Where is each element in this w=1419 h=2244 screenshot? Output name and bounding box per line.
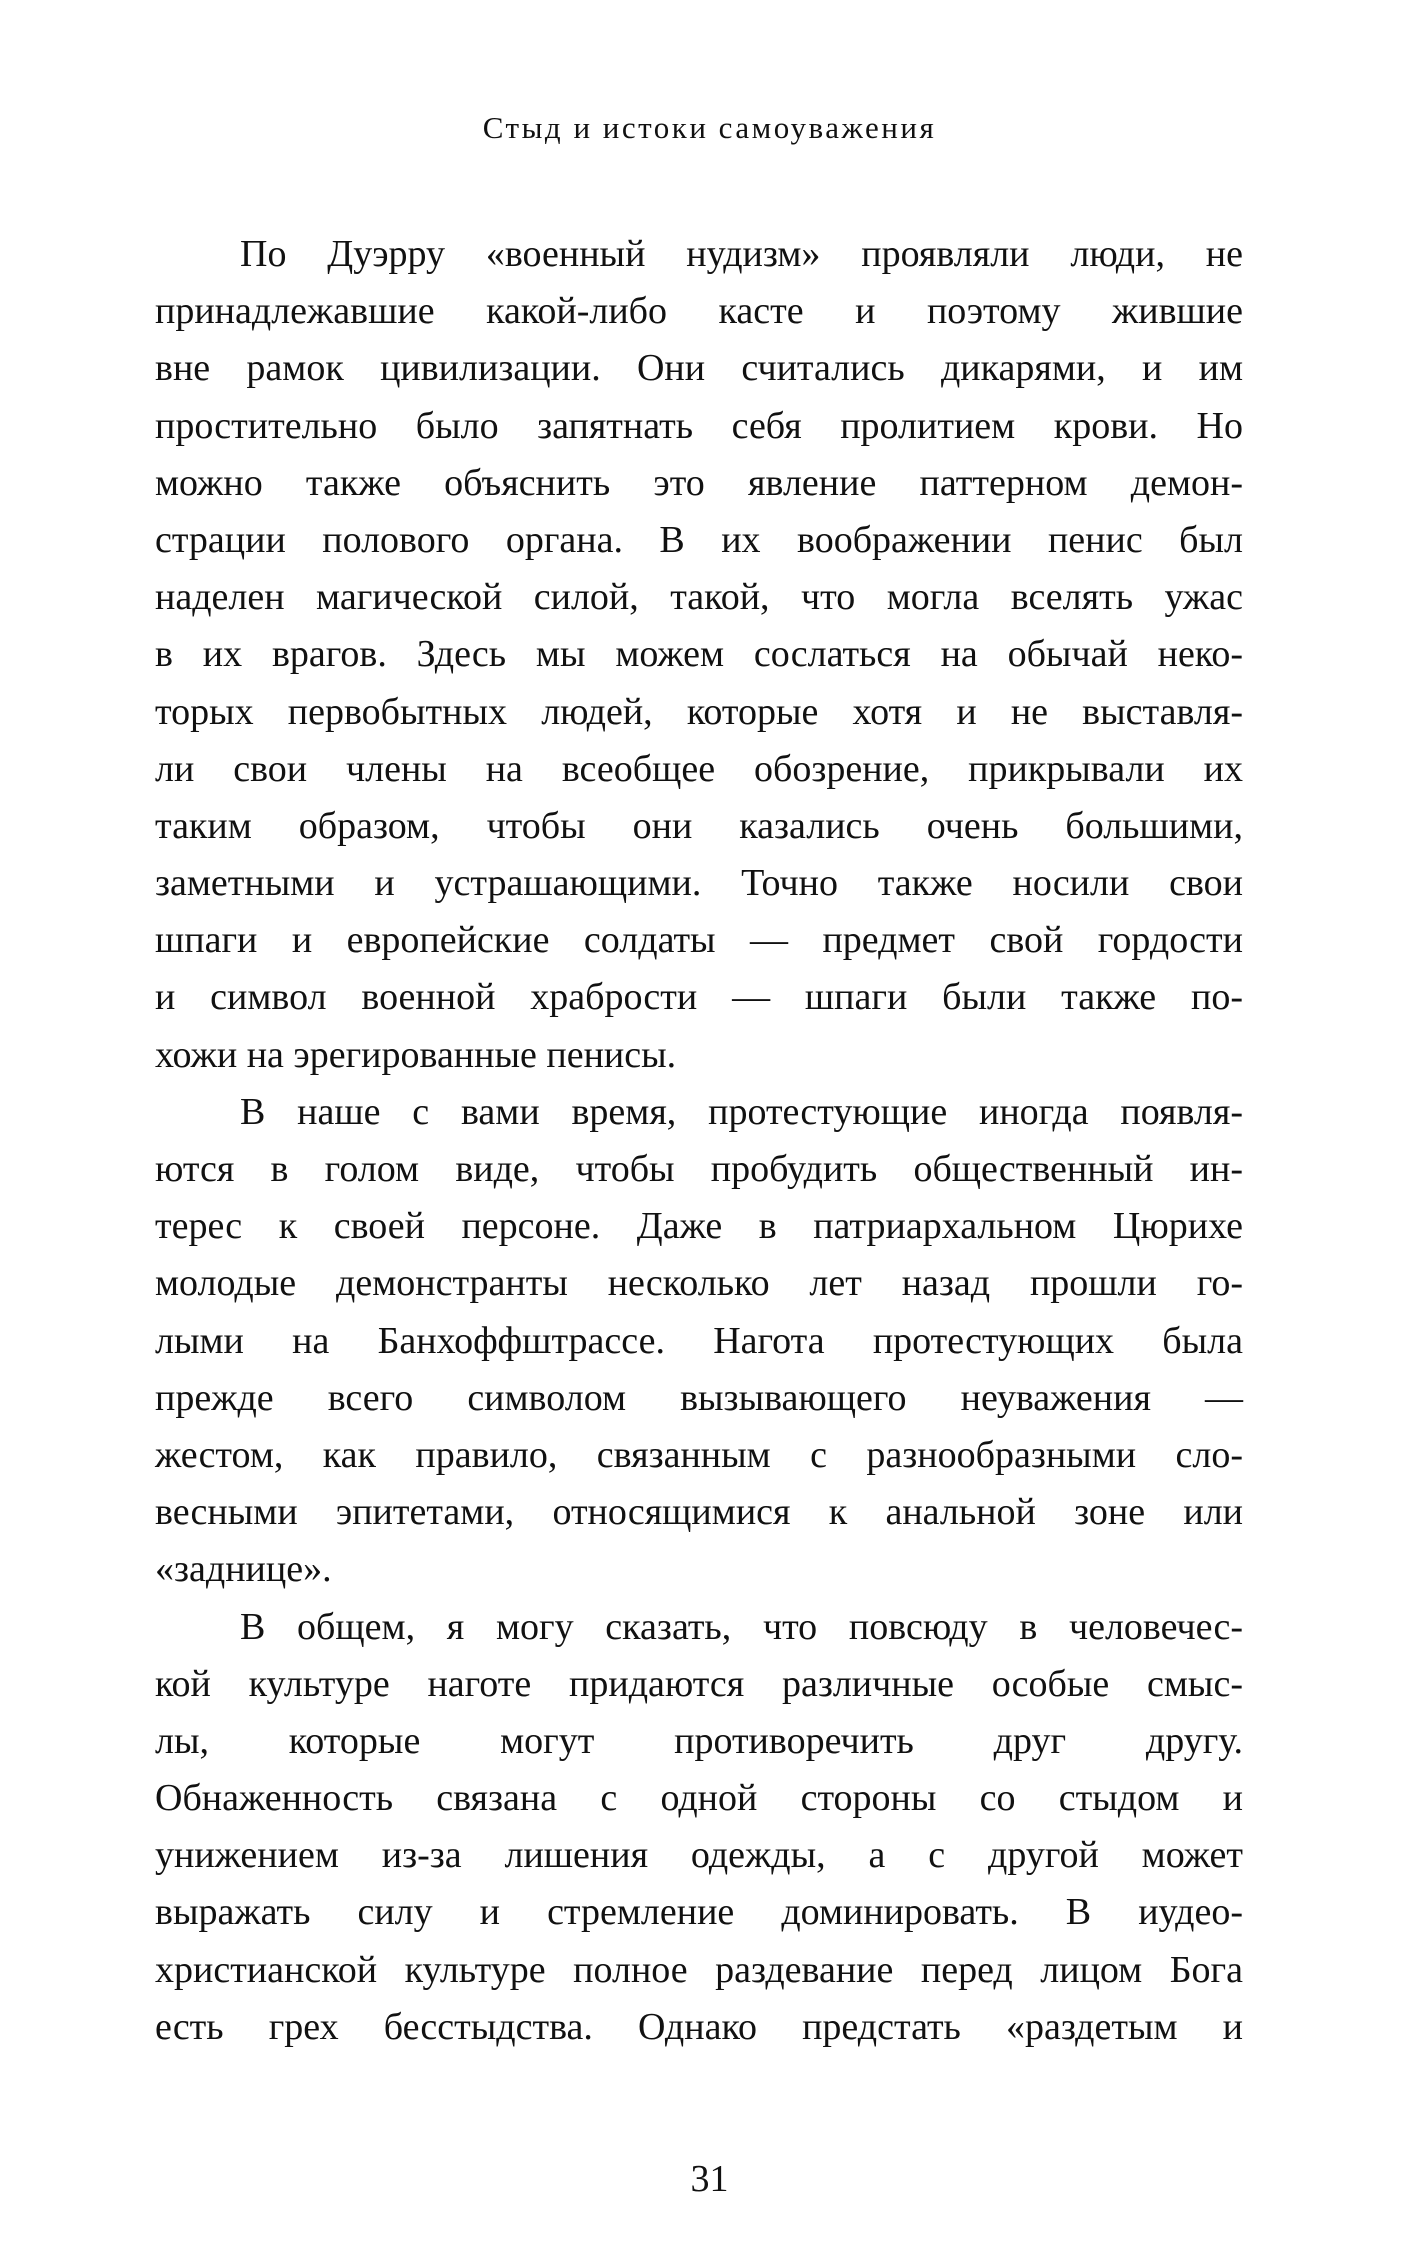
text-line: жестом, как правило, связанным с разнообразными сло- <box>155 1433 1243 1476</box>
text-line: страции полового органа. В их воображении пенис был <box>155 518 1243 561</box>
text-line: вне рамок цивилизации. Они считались дикарями, и им <box>155 347 1243 390</box>
page-number: 31 <box>690 2158 729 2200</box>
text-line: весными эпитетами, относящимися к анальной зоне или <box>155 1491 1243 1534</box>
text-line: терес к своей персоне. Даже в патриархальном Цюрихе <box>155 1205 1243 1248</box>
text-line: торых первобытных людей, которые хотя и не выставля- <box>155 690 1243 733</box>
text-line: кой культуре наготе придаются различные особые смыс- <box>155 1662 1243 1705</box>
text-line: в их врагов. Здесь мы можем сослаться на обычай неко- <box>155 633 1243 676</box>
text-line: заметными и устрашающими. Точно также носили свои <box>155 862 1243 905</box>
text-line: ли свои члены на всеобщее обозрение, прикрывали их <box>155 747 1243 790</box>
text-line: христианской культуре полное раздевание перед лицом Бога <box>155 1948 1243 1991</box>
text-line: «заднице». <box>155 1548 332 1591</box>
text-line: В наше с вами время, протестующие иногда появля- <box>240 1090 1243 1133</box>
text-line: хожи на эрегированные пенисы. <box>155 1033 677 1076</box>
text-line: прежде всего символом вызывающего неуважения — <box>155 1376 1243 1419</box>
running-header: Стыд и истоки самоуважения <box>482 110 937 145</box>
text-line: лы, которые могут противоречить друг другу. <box>155 1719 1243 1762</box>
text-line: молодые демонстранты несколько лет назад прошли го- <box>155 1262 1243 1305</box>
text-line: По Дуэрру «военный нудизм» проявляли люди, не <box>240 233 1243 275</box>
text-line: В общем, я могу сказать, что повсюду в человечес- <box>240 1605 1243 1648</box>
text-line: можно также объяснить это явление паттерном демон- <box>155 461 1243 504</box>
paragraph-1 <box>155 226 1243 1084</box>
text-line: есть грех бесстыдства. Однако предстать «раздетым и <box>155 2005 1243 2048</box>
paragraph-2 <box>155 1084 1243 1599</box>
text-line: лыми на Банхоффштрассе. Нагота протестующих была <box>155 1319 1243 1362</box>
text-line: таким образом, чтобы они казались очень большими, <box>155 804 1243 847</box>
text-line: Обнаженность связана с одной стороны со стыдом и <box>155 1777 1243 1820</box>
text-line: простительно было запятнать себя пролитием крови. Но <box>155 404 1243 447</box>
text-line: выражать силу и стремление доминировать. В иудео- <box>155 1891 1243 1934</box>
text-line: шпаги и европейские солдаты — предмет свой гордости <box>155 919 1243 962</box>
text-line: наделен магической силой, такой, что могла вселять ужас <box>155 576 1243 619</box>
body-text <box>155 226 1243 2056</box>
paragraph-3 <box>155 1599 1243 2057</box>
text-line: унижением из-за лишения одежды, а с другой может <box>155 1834 1243 1877</box>
text-line: ются в голом виде, чтобы пробудить общественный ин- <box>155 1148 1243 1190</box>
text-line: и символ военной храбрости — шпаги были также по- <box>155 976 1243 1019</box>
text-line: принадлежавшие какой-либо касте и поэтому жившие <box>155 290 1243 333</box>
